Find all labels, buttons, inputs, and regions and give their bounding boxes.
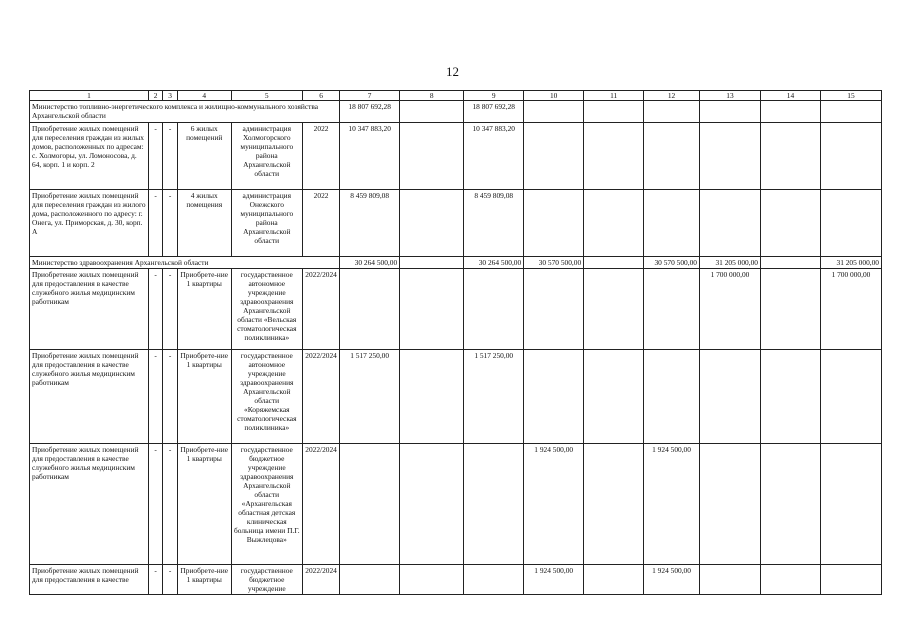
cell-amount: 18 807 692,28 <box>340 101 400 123</box>
cell-quantity: Приобрете-ние 1 квартиры <box>177 565 231 595</box>
cell-quantity: Приобрете-ние 1 квартиры <box>177 350 231 444</box>
cell-amount: 30 570 500,00 <box>644 257 700 269</box>
cell-amount: 1 924 500,00 <box>644 444 700 565</box>
cell-dash: - <box>163 565 177 595</box>
cell-amount: 1 700 000,00 <box>820 269 881 350</box>
section-row-energy <box>30 101 882 123</box>
cell-quantity: Приобрете-ние 1 квартиры <box>177 269 231 350</box>
cell-dash: - <box>148 444 162 565</box>
table-row <box>30 269 882 350</box>
cell-amount: 31 205 000,00 <box>820 257 881 269</box>
cell-executor: государственное бюджетное учреждение здравоохранения Архангельской области «Архангельская областная детская клиническая больница имени П.Г. Выжлецова» <box>231 444 302 565</box>
cell-quantity: 6 жилых помещений <box>177 123 231 190</box>
col-header: 1 <box>30 91 149 101</box>
cell-executor: администрация Холмогорского муниципального района Архангельской области <box>231 123 302 190</box>
cell-dash: - <box>163 190 177 257</box>
section-title: Министерство здравоохранения Архангельской области <box>30 257 340 269</box>
table-row <box>30 123 882 190</box>
cell-amount: 31 205 000,00 <box>699 257 760 269</box>
column-header-row <box>30 91 882 101</box>
page-number: 12 <box>446 64 459 79</box>
cell-quantity: 4 жилых помещения <box>177 190 231 257</box>
table-row <box>30 444 882 565</box>
cell-amount: 10 347 883,20 <box>340 123 400 190</box>
section-row-health <box>30 257 882 269</box>
cell-dash: - <box>148 269 162 350</box>
cell-year: 2022/2024 <box>302 350 339 444</box>
cell-amount: 1 924 500,00 <box>524 444 584 565</box>
cell-amount: 1 517 250,00 <box>464 350 524 444</box>
table-row <box>30 350 882 444</box>
cell-amount: 1 700 000,00 <box>699 269 760 350</box>
col-header: 10 <box>524 91 584 101</box>
program-table <box>29 90 882 595</box>
cell-dash: - <box>148 565 162 595</box>
cell-year: 2022/2024 <box>302 444 339 565</box>
col-header: 4 <box>177 91 231 101</box>
cell-amount: 18 807 692,28 <box>464 101 524 123</box>
cell-dash: - <box>148 123 162 190</box>
cell-dash: - <box>163 444 177 565</box>
table-row <box>30 190 882 257</box>
cell-description: Приобретение жилых помещений для предоставления в качестве служебного жилья медицинским работникам <box>30 350 149 444</box>
cell-executor: государственное автономное учреждение здравоохранения Архангельской области «Вельская стоматологическая поликлиника» <box>231 269 302 350</box>
cell-dash: - <box>163 269 177 350</box>
cell-dash: - <box>163 350 177 444</box>
col-header: 14 <box>760 91 820 101</box>
cell-executor: администрация Онежского муниципального района Архангельской области <box>231 190 302 257</box>
cell-description: Приобретение жилых помещений для предоставления в качестве служебного жилья медицинским работникам <box>30 269 149 350</box>
cell-year: 2022 <box>302 190 339 257</box>
col-header: 12 <box>644 91 700 101</box>
cell-description: Приобретение жилых помещений для предоставления в качестве служебного жилья медицинским работникам <box>30 444 149 565</box>
col-header: 2 <box>148 91 162 101</box>
cell-quantity: Приобрете-ние 1 квартиры <box>177 444 231 565</box>
cell-executor: государственное бюджетное учреждение <box>231 565 302 595</box>
col-header: 13 <box>699 91 760 101</box>
cell-amount: 30 264 500,00 <box>464 257 524 269</box>
col-header: 5 <box>231 91 302 101</box>
cell-amount: 1 517 250,00 <box>340 350 400 444</box>
cell-year: 2022 <box>302 123 339 190</box>
cell-description: Приобретение жилых помещений для переселения граждан из жилых домов, расположенных по адресам: с. Холмогоры, ул. Ломоносова, д. 64, корп. 1 и корп. 2 <box>30 123 149 190</box>
cell-dash: - <box>148 350 162 444</box>
cell-year: 2022/2024 <box>302 565 339 595</box>
col-header: 6 <box>302 91 339 101</box>
table-row <box>30 565 882 595</box>
cell-amount: 1 924 500,00 <box>644 565 700 595</box>
col-header: 3 <box>163 91 177 101</box>
section-title: Министерство топливно-энергетического комплекса и жилищно-коммунального хозяйства Архангельской области <box>30 101 340 123</box>
cell-amount: 8 459 809,08 <box>464 190 524 257</box>
cell-amount: 10 347 883,20 <box>464 123 524 190</box>
cell-amount: 1 924 500,00 <box>524 565 584 595</box>
cell-executor: государственное автономное учреждение здравоохранения Архангельской области «Коряжемская стоматологическая поликлиника» <box>231 350 302 444</box>
cell-amount: 8 459 809,08 <box>340 190 400 257</box>
col-header: 9 <box>464 91 524 101</box>
cell-description: Приобретение жилых помещений для предоставления в качестве <box>30 565 149 595</box>
col-header: 11 <box>584 91 644 101</box>
cell-description: Приобретение жилых помещений для переселения граждан из жилого дома, расположенного по адресу: г. Онега, ул. Приморская, д. 30, корп. А <box>30 190 149 257</box>
cell-dash: - <box>148 190 162 257</box>
col-header: 15 <box>820 91 881 101</box>
cell-amount: 30 264 500,00 <box>340 257 400 269</box>
cell-amount: 30 570 500,00 <box>524 257 584 269</box>
cell-dash: - <box>163 123 177 190</box>
col-header: 7 <box>340 91 400 101</box>
col-header: 8 <box>400 91 464 101</box>
cell-year: 2022/2024 <box>302 269 339 350</box>
